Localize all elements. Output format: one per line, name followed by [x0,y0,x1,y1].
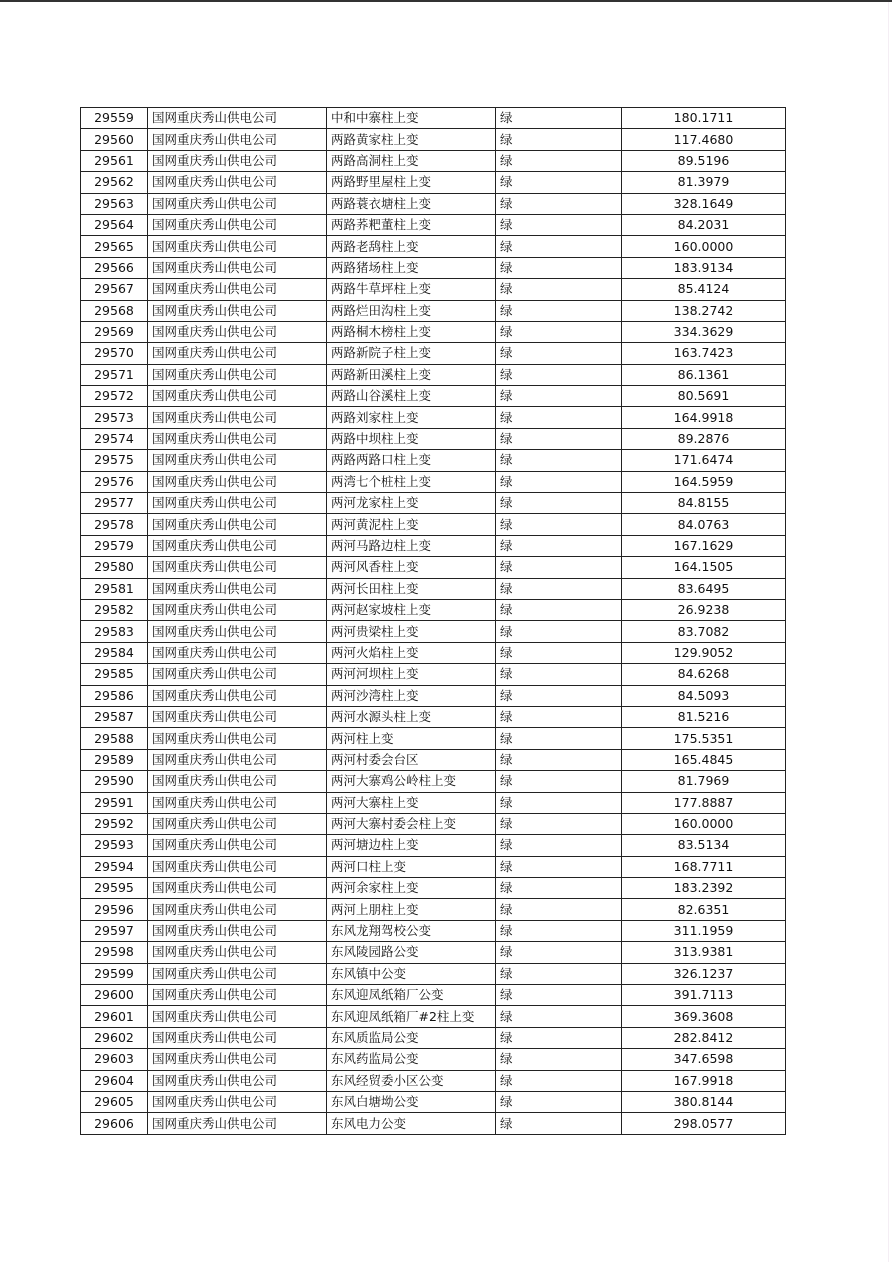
table-row [81,535,786,556]
status-tag-cell: 绿 [496,1006,622,1027]
value-cell: 369.3608 [622,1006,786,1027]
table-row [81,835,786,856]
transformer-name-cell: 东风药监局公变 [327,1049,496,1070]
status-tag-cell: 绿 [496,749,622,770]
status-tag-cell: 绿 [496,878,622,899]
transformer-name-cell: 两河河坝柱上变 [327,664,496,685]
row-id-cell: 29578 [81,514,148,535]
status-tag-cell: 绿 [496,257,622,278]
status-tag-cell: 绿 [496,899,622,920]
company-cell: 国网重庆秀山供电公司 [148,557,327,578]
transformer-name-cell: 两路烂田沟柱上变 [327,300,496,321]
status-tag-cell: 绿 [496,300,622,321]
value-cell: 84.8155 [622,493,786,514]
table-row [81,493,786,514]
company-cell: 国网重庆秀山供电公司 [148,1049,327,1070]
row-id-cell: 29563 [81,193,148,214]
table-row [81,1027,786,1048]
value-cell: 165.4845 [622,749,786,770]
status-tag-cell: 绿 [496,813,622,834]
value-cell: 380.8144 [622,1091,786,1112]
transformer-name-cell: 两路中坝柱上变 [327,428,496,449]
company-cell: 国网重庆秀山供电公司 [148,813,327,834]
table-row [81,771,786,792]
status-tag-cell: 绿 [496,835,622,856]
transformer-name-cell: 两路新田溪柱上变 [327,364,496,385]
status-tag-cell: 绿 [496,963,622,984]
status-tag-cell: 绿 [496,279,622,300]
value-cell: 86.1361 [622,364,786,385]
row-id-cell: 29585 [81,664,148,685]
status-tag-cell: 绿 [496,706,622,727]
transformer-data-table [80,107,786,1135]
value-cell: 311.1959 [622,920,786,941]
company-cell: 国网重庆秀山供电公司 [148,835,327,856]
status-tag-cell: 绿 [496,1070,622,1091]
company-cell: 国网重庆秀山供电公司 [148,1070,327,1091]
company-cell: 国网重庆秀山供电公司 [148,343,327,364]
status-tag-cell: 绿 [496,343,622,364]
value-cell: 117.4680 [622,129,786,150]
company-cell: 国网重庆秀山供电公司 [148,642,327,663]
row-id-cell: 29590 [81,771,148,792]
company-cell: 国网重庆秀山供电公司 [148,621,327,642]
table-row [81,214,786,235]
transformer-name-cell: 两河火焰柱上变 [327,642,496,663]
row-id-cell: 29576 [81,471,148,492]
company-cell: 国网重庆秀山供电公司 [148,236,327,257]
status-tag-cell: 绿 [496,450,622,471]
row-id-cell: 29574 [81,428,148,449]
value-cell: 180.1711 [622,108,786,129]
status-tag-cell: 绿 [496,664,622,685]
row-id-cell: 29566 [81,257,148,278]
company-cell: 国网重庆秀山供电公司 [148,300,327,321]
row-id-cell: 29603 [81,1049,148,1070]
row-id-cell: 29586 [81,685,148,706]
row-id-cell: 29575 [81,450,148,471]
company-cell: 国网重庆秀山供电公司 [148,878,327,899]
row-id-cell: 29572 [81,386,148,407]
row-id-cell: 29601 [81,1006,148,1027]
status-tag-cell: 绿 [496,493,622,514]
value-cell: 81.3979 [622,172,786,193]
value-cell: 83.6495 [622,578,786,599]
value-cell: 168.7711 [622,856,786,877]
row-id-cell: 29606 [81,1113,148,1134]
table-row [81,985,786,1006]
transformer-name-cell: 两河长田柱上变 [327,578,496,599]
company-cell: 国网重庆秀山供电公司 [148,150,327,171]
table-row [81,749,786,770]
value-cell: 160.0000 [622,236,786,257]
row-id-cell: 29565 [81,236,148,257]
status-tag-cell: 绿 [496,1091,622,1112]
table-row [81,428,786,449]
status-tag-cell: 绿 [496,1027,622,1048]
company-cell: 国网重庆秀山供电公司 [148,193,327,214]
transformer-name-cell: 两河黄泥柱上变 [327,514,496,535]
status-tag-cell: 绿 [496,514,622,535]
value-cell: 175.5351 [622,728,786,749]
transformer-name-cell: 两河大寨鸡公岭柱上变 [327,771,496,792]
company-cell: 国网重庆秀山供电公司 [148,493,327,514]
status-tag-cell: 绿 [496,407,622,428]
company-cell: 国网重庆秀山供电公司 [148,1027,327,1048]
table-row [81,920,786,941]
table-row [81,878,786,899]
value-cell: 167.1629 [622,535,786,556]
table-row [81,300,786,321]
value-cell: 171.6474 [622,450,786,471]
table-row [81,664,786,685]
table-row [81,963,786,984]
row-id-cell: 29593 [81,835,148,856]
transformer-name-cell: 东风经贸委小区公变 [327,1070,496,1091]
table-row [81,471,786,492]
row-id-cell: 29562 [81,172,148,193]
value-cell: 183.9134 [622,257,786,278]
table-row [81,1113,786,1134]
status-tag-cell: 绿 [496,193,622,214]
table-row [81,642,786,663]
status-tag-cell: 绿 [496,985,622,1006]
transformer-name-cell: 两湾七个桩柱上变 [327,471,496,492]
transformer-name-cell: 东风龙翔驾校公变 [327,920,496,941]
status-tag-cell: 绿 [496,386,622,407]
table-row [81,386,786,407]
transformer-name-cell: 东风迎凤纸箱厂#2柱上变 [327,1006,496,1027]
transformer-name-cell: 两河柱上变 [327,728,496,749]
transformer-name-cell: 两路桐木榜柱上变 [327,321,496,342]
company-cell: 国网重庆秀山供电公司 [148,578,327,599]
transformer-name-cell: 两路两路口柱上变 [327,450,496,471]
company-cell: 国网重庆秀山供电公司 [148,129,327,150]
value-cell: 84.5093 [622,685,786,706]
table-row [81,621,786,642]
row-id-cell: 29594 [81,856,148,877]
company-cell: 国网重庆秀山供电公司 [148,1006,327,1027]
company-cell: 国网重庆秀山供电公司 [148,108,327,129]
company-cell: 国网重庆秀山供电公司 [148,706,327,727]
row-id-cell: 29573 [81,407,148,428]
transformer-name-cell: 东风陵园路公变 [327,942,496,963]
transformer-name-cell: 两路新院子柱上变 [327,343,496,364]
table-row [81,129,786,150]
table-row [81,514,786,535]
company-cell: 国网重庆秀山供电公司 [148,279,327,300]
value-cell: 167.9918 [622,1070,786,1091]
company-cell: 国网重庆秀山供电公司 [148,685,327,706]
company-cell: 国网重庆秀山供电公司 [148,728,327,749]
value-cell: 328.1649 [622,193,786,214]
row-id-cell: 29571 [81,364,148,385]
table-row [81,450,786,471]
value-cell: 164.9918 [622,407,786,428]
transformer-name-cell: 东风电力公变 [327,1113,496,1134]
transformer-name-cell: 两河村委会台区 [327,749,496,770]
row-id-cell: 29595 [81,878,148,899]
company-cell: 国网重庆秀山供电公司 [148,856,327,877]
transformer-name-cell: 两河大寨村委会柱上变 [327,813,496,834]
table-row [81,856,786,877]
status-tag-cell: 绿 [496,236,622,257]
table-row [81,706,786,727]
value-cell: 164.5959 [622,471,786,492]
table-row [81,236,786,257]
row-id-cell: 29561 [81,150,148,171]
value-cell: 84.0763 [622,514,786,535]
value-cell: 83.5134 [622,835,786,856]
transformer-name-cell: 两河大寨柱上变 [327,792,496,813]
value-cell: 83.7082 [622,621,786,642]
value-cell: 177.8887 [622,792,786,813]
row-id-cell: 29577 [81,493,148,514]
status-tag-cell: 绿 [496,578,622,599]
status-tag-cell: 绿 [496,792,622,813]
row-id-cell: 29584 [81,642,148,663]
transformer-name-cell: 中和中寨柱上变 [327,108,496,129]
value-cell: 282.8412 [622,1027,786,1048]
table-row [81,1049,786,1070]
company-cell: 国网重庆秀山供电公司 [148,942,327,963]
table-row [81,172,786,193]
company-cell: 国网重庆秀山供电公司 [148,920,327,941]
value-cell: 313.9381 [622,942,786,963]
row-id-cell: 29580 [81,557,148,578]
row-id-cell: 29592 [81,813,148,834]
row-id-cell: 29599 [81,963,148,984]
value-cell: 164.1505 [622,557,786,578]
company-cell: 国网重庆秀山供电公司 [148,963,327,984]
table-row [81,578,786,599]
status-tag-cell: 绿 [496,728,622,749]
table-row [81,728,786,749]
transformer-name-cell: 两河水源头柱上变 [327,706,496,727]
table-row [81,1070,786,1091]
transformer-name-cell: 两河马路边柱上变 [327,535,496,556]
transformer-name-cell: 两河沙湾柱上变 [327,685,496,706]
company-cell: 国网重庆秀山供电公司 [148,599,327,620]
value-cell: 391.7113 [622,985,786,1006]
company-cell: 国网重庆秀山供电公司 [148,792,327,813]
company-cell: 国网重庆秀山供电公司 [148,771,327,792]
status-tag-cell: 绿 [496,471,622,492]
transformer-name-cell: 两路黄家柱上变 [327,129,496,150]
status-tag-cell: 绿 [496,535,622,556]
row-id-cell: 29569 [81,321,148,342]
row-id-cell: 29567 [81,279,148,300]
row-id-cell: 29570 [81,343,148,364]
row-id-cell: 29589 [81,749,148,770]
status-tag-cell: 绿 [496,942,622,963]
row-id-cell: 29564 [81,214,148,235]
transformer-name-cell: 两河上朋柱上变 [327,899,496,920]
status-tag-cell: 绿 [496,129,622,150]
company-cell: 国网重庆秀山供电公司 [148,985,327,1006]
table-row [81,599,786,620]
company-cell: 国网重庆秀山供电公司 [148,428,327,449]
row-id-cell: 29602 [81,1027,148,1048]
company-cell: 国网重庆秀山供电公司 [148,1113,327,1134]
row-id-cell: 29587 [81,706,148,727]
row-id-cell: 29560 [81,129,148,150]
transformer-name-cell: 两河塘边柱上变 [327,835,496,856]
company-cell: 国网重庆秀山供电公司 [148,514,327,535]
value-cell: 89.2876 [622,428,786,449]
row-id-cell: 29604 [81,1070,148,1091]
transformer-name-cell: 两河风香柱上变 [327,557,496,578]
company-cell: 国网重庆秀山供电公司 [148,257,327,278]
company-cell: 国网重庆秀山供电公司 [148,407,327,428]
row-id-cell: 29579 [81,535,148,556]
transformer-name-cell: 东风镇中公变 [327,963,496,984]
company-cell: 国网重庆秀山供电公司 [148,172,327,193]
status-tag-cell: 绿 [496,856,622,877]
status-tag-cell: 绿 [496,214,622,235]
transformer-name-cell: 两河贵梁柱上变 [327,621,496,642]
table-body [81,108,786,1135]
status-tag-cell: 绿 [496,172,622,193]
transformer-name-cell: 两路蓑衣塘柱上变 [327,193,496,214]
value-cell: 129.9052 [622,642,786,663]
table-row [81,150,786,171]
row-id-cell: 29605 [81,1091,148,1112]
page-right-edge [888,2,889,1262]
status-tag-cell: 绿 [496,771,622,792]
value-cell: 163.7423 [622,343,786,364]
company-cell: 国网重庆秀山供电公司 [148,321,327,342]
value-cell: 160.0000 [622,813,786,834]
row-id-cell: 29596 [81,899,148,920]
row-id-cell: 29600 [81,985,148,1006]
row-id-cell: 29591 [81,792,148,813]
transformer-name-cell: 两路野里屋柱上变 [327,172,496,193]
table-row [81,321,786,342]
status-tag-cell: 绿 [496,428,622,449]
row-id-cell: 29582 [81,599,148,620]
transformer-name-cell: 两河口柱上变 [327,856,496,877]
value-cell: 89.5196 [622,150,786,171]
company-cell: 国网重庆秀山供电公司 [148,386,327,407]
status-tag-cell: 绿 [496,642,622,663]
company-cell: 国网重庆秀山供电公司 [148,664,327,685]
value-cell: 334.3629 [622,321,786,342]
value-cell: 26.9238 [622,599,786,620]
value-cell: 84.6268 [622,664,786,685]
table-row [81,899,786,920]
value-cell: 82.6351 [622,899,786,920]
row-id-cell: 29588 [81,728,148,749]
table-row [81,813,786,834]
table-row [81,108,786,129]
company-cell: 国网重庆秀山供电公司 [148,214,327,235]
status-tag-cell: 绿 [496,1113,622,1134]
table-row [81,343,786,364]
table-row [81,557,786,578]
transformer-name-cell: 两路荞粑董柱上变 [327,214,496,235]
value-cell: 80.5691 [622,386,786,407]
company-cell: 国网重庆秀山供电公司 [148,450,327,471]
status-tag-cell: 绿 [496,621,622,642]
row-id-cell: 29597 [81,920,148,941]
value-cell: 326.1237 [622,963,786,984]
value-cell: 347.6598 [622,1049,786,1070]
status-tag-cell: 绿 [496,321,622,342]
table-row [81,942,786,963]
page-top-border [0,0,892,2]
company-cell: 国网重庆秀山供电公司 [148,535,327,556]
company-cell: 国网重庆秀山供电公司 [148,471,327,492]
row-id-cell: 29559 [81,108,148,129]
table-row [81,364,786,385]
table-row [81,407,786,428]
row-id-cell: 29568 [81,300,148,321]
transformer-name-cell: 两河赵家坡柱上变 [327,599,496,620]
company-cell: 国网重庆秀山供电公司 [148,364,327,385]
table-row [81,1006,786,1027]
transformer-name-cell: 两路猪场柱上变 [327,257,496,278]
transformer-name-cell: 两河余家柱上变 [327,878,496,899]
value-cell: 84.2031 [622,214,786,235]
transformer-name-cell: 两路牛草坪柱上变 [327,279,496,300]
transformer-name-cell: 两路高洞柱上变 [327,150,496,171]
status-tag-cell: 绿 [496,364,622,385]
table-row [81,279,786,300]
status-tag-cell: 绿 [496,108,622,129]
row-id-cell: 29598 [81,942,148,963]
status-tag-cell: 绿 [496,150,622,171]
transformer-name-cell: 东风迎凤纸箱厂公变 [327,985,496,1006]
transformer-name-cell: 两路老鸹柱上变 [327,236,496,257]
transformer-name-cell: 两路山谷溪柱上变 [327,386,496,407]
transformer-name-cell: 两河龙家柱上变 [327,493,496,514]
status-tag-cell: 绿 [496,685,622,706]
table-row [81,792,786,813]
table-row [81,193,786,214]
status-tag-cell: 绿 [496,920,622,941]
transformer-name-cell: 东风白塘坳公变 [327,1091,496,1112]
value-cell: 81.5216 [622,706,786,727]
status-tag-cell: 绿 [496,557,622,578]
transformer-name-cell: 东风质监局公变 [327,1027,496,1048]
row-id-cell: 29581 [81,578,148,599]
company-cell: 国网重庆秀山供电公司 [148,749,327,770]
table-row [81,257,786,278]
value-cell: 138.2742 [622,300,786,321]
value-cell: 85.4124 [622,279,786,300]
value-cell: 183.2392 [622,878,786,899]
table-row [81,685,786,706]
table-row [81,1091,786,1112]
value-cell: 298.0577 [622,1113,786,1134]
row-id-cell: 29583 [81,621,148,642]
company-cell: 国网重庆秀山供电公司 [148,1091,327,1112]
value-cell: 81.7969 [622,771,786,792]
status-tag-cell: 绿 [496,1049,622,1070]
status-tag-cell: 绿 [496,599,622,620]
transformer-name-cell: 两路刘家柱上变 [327,407,496,428]
company-cell: 国网重庆秀山供电公司 [148,899,327,920]
